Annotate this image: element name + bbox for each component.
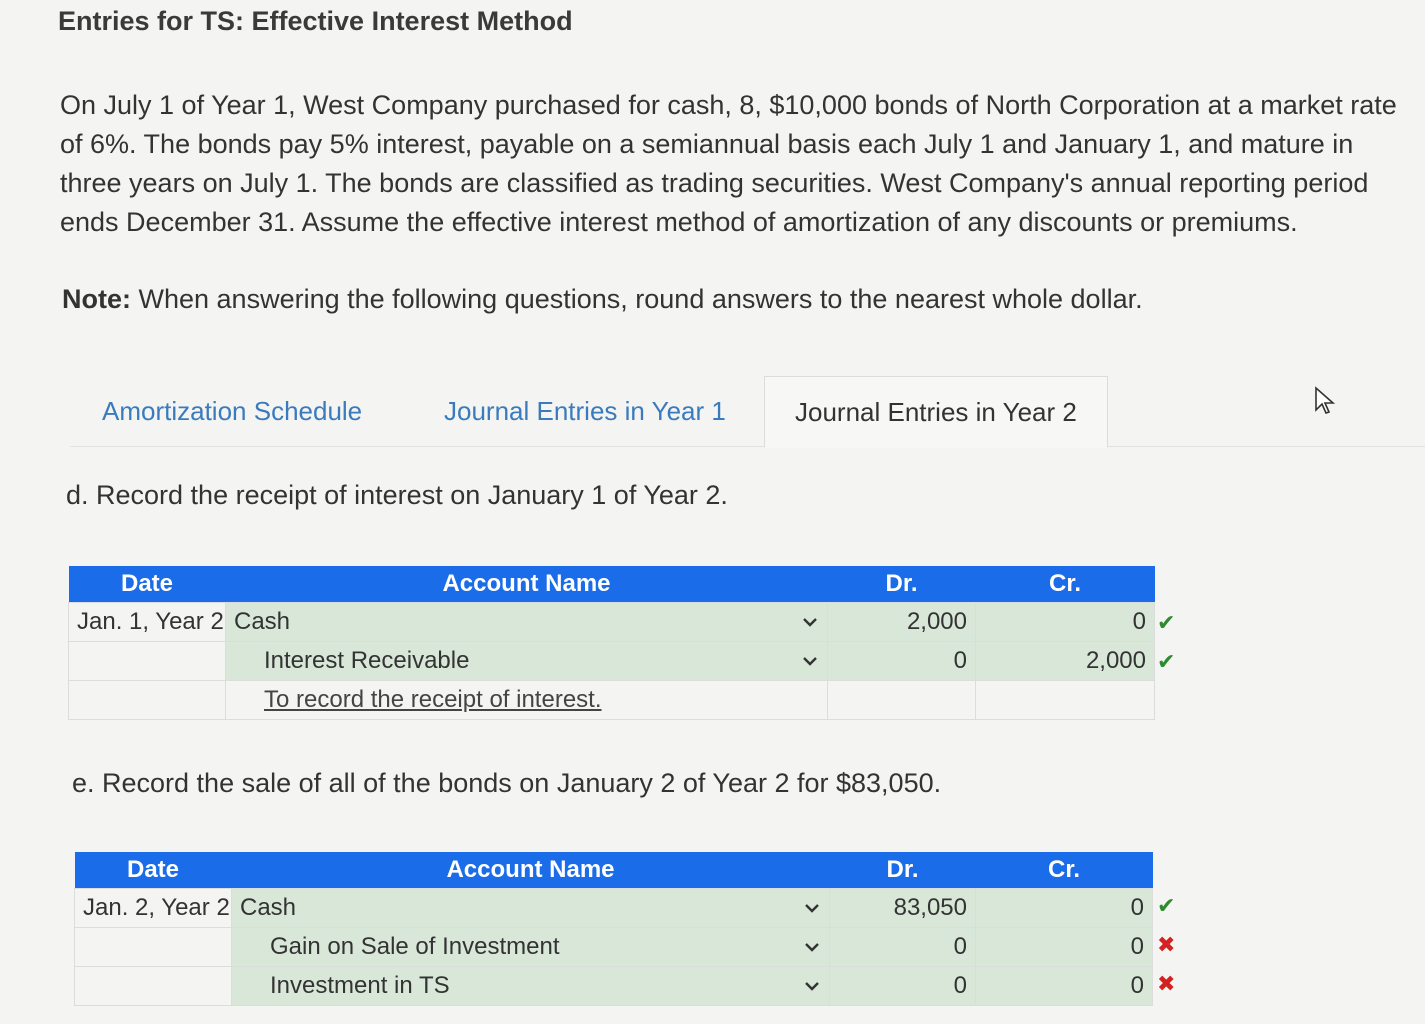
- problem-prompt: On July 1 of Year 1, West Company purchased for cash, 8, $10,000 bonds of North Corporation at a market rate of 6%. The bonds pay 5% interest, payable on a semiannual basis each July 1 and January 1, and mature in three years on July 1. The bonds are classified as trading securities. West Company's annual reporting period ends December 31. Assume the effective interest method of amortization of any discounts or premiums.: [60, 90, 1397, 237]
- account-value: Cash: [234, 608, 291, 635]
- debit-input[interactable]: 0: [830, 967, 976, 1006]
- date-cell: [69, 642, 226, 681]
- account-value: Interest Receivable: [264, 647, 470, 674]
- question-d: d. Record the receipt of interest on January 1 of Year 2.: [66, 480, 728, 510]
- date-cell: Jan. 1, Year 2: [69, 603, 226, 642]
- table-row: [75, 967, 1153, 1006]
- account-value: Gain on Sale of Investment: [270, 933, 560, 960]
- chevron-down-icon[interactable]: [801, 652, 819, 670]
- account-select[interactable]: [232, 928, 830, 967]
- tab-amortization-schedule[interactable]: Amortization Schedule: [102, 396, 363, 426]
- note-label: Note:: [62, 284, 131, 314]
- page-title: Entries for TS: Effective Interest Method: [58, 6, 573, 36]
- credit-input[interactable]: 0: [976, 889, 1153, 928]
- credit-input[interactable]: 2,000: [976, 642, 1155, 681]
- date-cell: Jan. 2, Year 2: [75, 889, 232, 928]
- debit-input[interactable]: 2,000: [828, 603, 976, 642]
- mouse-pointer-icon: [1314, 386, 1336, 416]
- credit-input[interactable]: 0: [976, 967, 1153, 1006]
- journal-table-d: [68, 566, 1155, 720]
- credit-header: Cr.: [976, 852, 1153, 889]
- account-value: Cash: [240, 894, 297, 921]
- chevron-down-icon[interactable]: [803, 977, 821, 995]
- question-e: e. Record the sale of all of the bonds on January 2 of Year 2 for $83,050.: [72, 768, 942, 798]
- table-row: [75, 889, 1153, 928]
- credit-input[interactable]: 0: [976, 928, 1153, 967]
- account-select[interactable]: [232, 889, 830, 928]
- incorrect-cross-icon: ✖: [1157, 971, 1176, 996]
- chevron-down-icon[interactable]: [803, 938, 821, 956]
- table-row: [69, 642, 1155, 681]
- account-select[interactable]: [226, 642, 828, 681]
- tab-bar: [70, 376, 1425, 447]
- table-header-row: [69, 566, 1155, 603]
- chevron-down-icon[interactable]: [803, 899, 821, 917]
- chevron-down-icon[interactable]: [801, 613, 819, 631]
- debit-input[interactable]: 0: [830, 928, 976, 967]
- account-value: Investment in TS: [270, 972, 450, 999]
- credit-input[interactable]: 0: [976, 603, 1155, 642]
- memo-row: [69, 681, 1155, 720]
- correct-check-icon: ✔: [1157, 610, 1176, 635]
- note: [62, 284, 1143, 315]
- table-header-row: [75, 852, 1153, 889]
- date-header: Date: [69, 566, 226, 603]
- correct-check-icon: ✔: [1157, 893, 1176, 918]
- account-select[interactable]: [226, 603, 828, 642]
- table-row: [69, 603, 1155, 642]
- debit-header: Dr.: [828, 566, 976, 603]
- correct-check-icon: ✔: [1157, 649, 1176, 674]
- date-header: Date: [75, 852, 232, 889]
- debit-input[interactable]: 83,050: [830, 889, 976, 928]
- date-cell: [75, 928, 232, 967]
- account-header: Account Name: [232, 852, 830, 889]
- table-row: [75, 928, 1153, 967]
- account-select[interactable]: [232, 967, 830, 1006]
- tab-journal-entries-year-1[interactable]: Journal Entries in Year 1: [444, 396, 726, 426]
- debit-input[interactable]: 0: [828, 642, 976, 681]
- credit-header: Cr.: [976, 566, 1155, 603]
- account-header: Account Name: [226, 566, 828, 603]
- date-cell: [75, 967, 232, 1006]
- memo-text: To record the receipt of interest.: [264, 686, 602, 713]
- debit-header: Dr.: [830, 852, 976, 889]
- incorrect-cross-icon: ✖: [1157, 932, 1176, 957]
- tab-journal-entries-year-2[interactable]: Journal Entries in Year 2: [764, 376, 1108, 448]
- journal-table-e: [74, 852, 1153, 1006]
- note-text: When answering the following questions, round answers to the nearest whole dollar.: [131, 284, 1143, 314]
